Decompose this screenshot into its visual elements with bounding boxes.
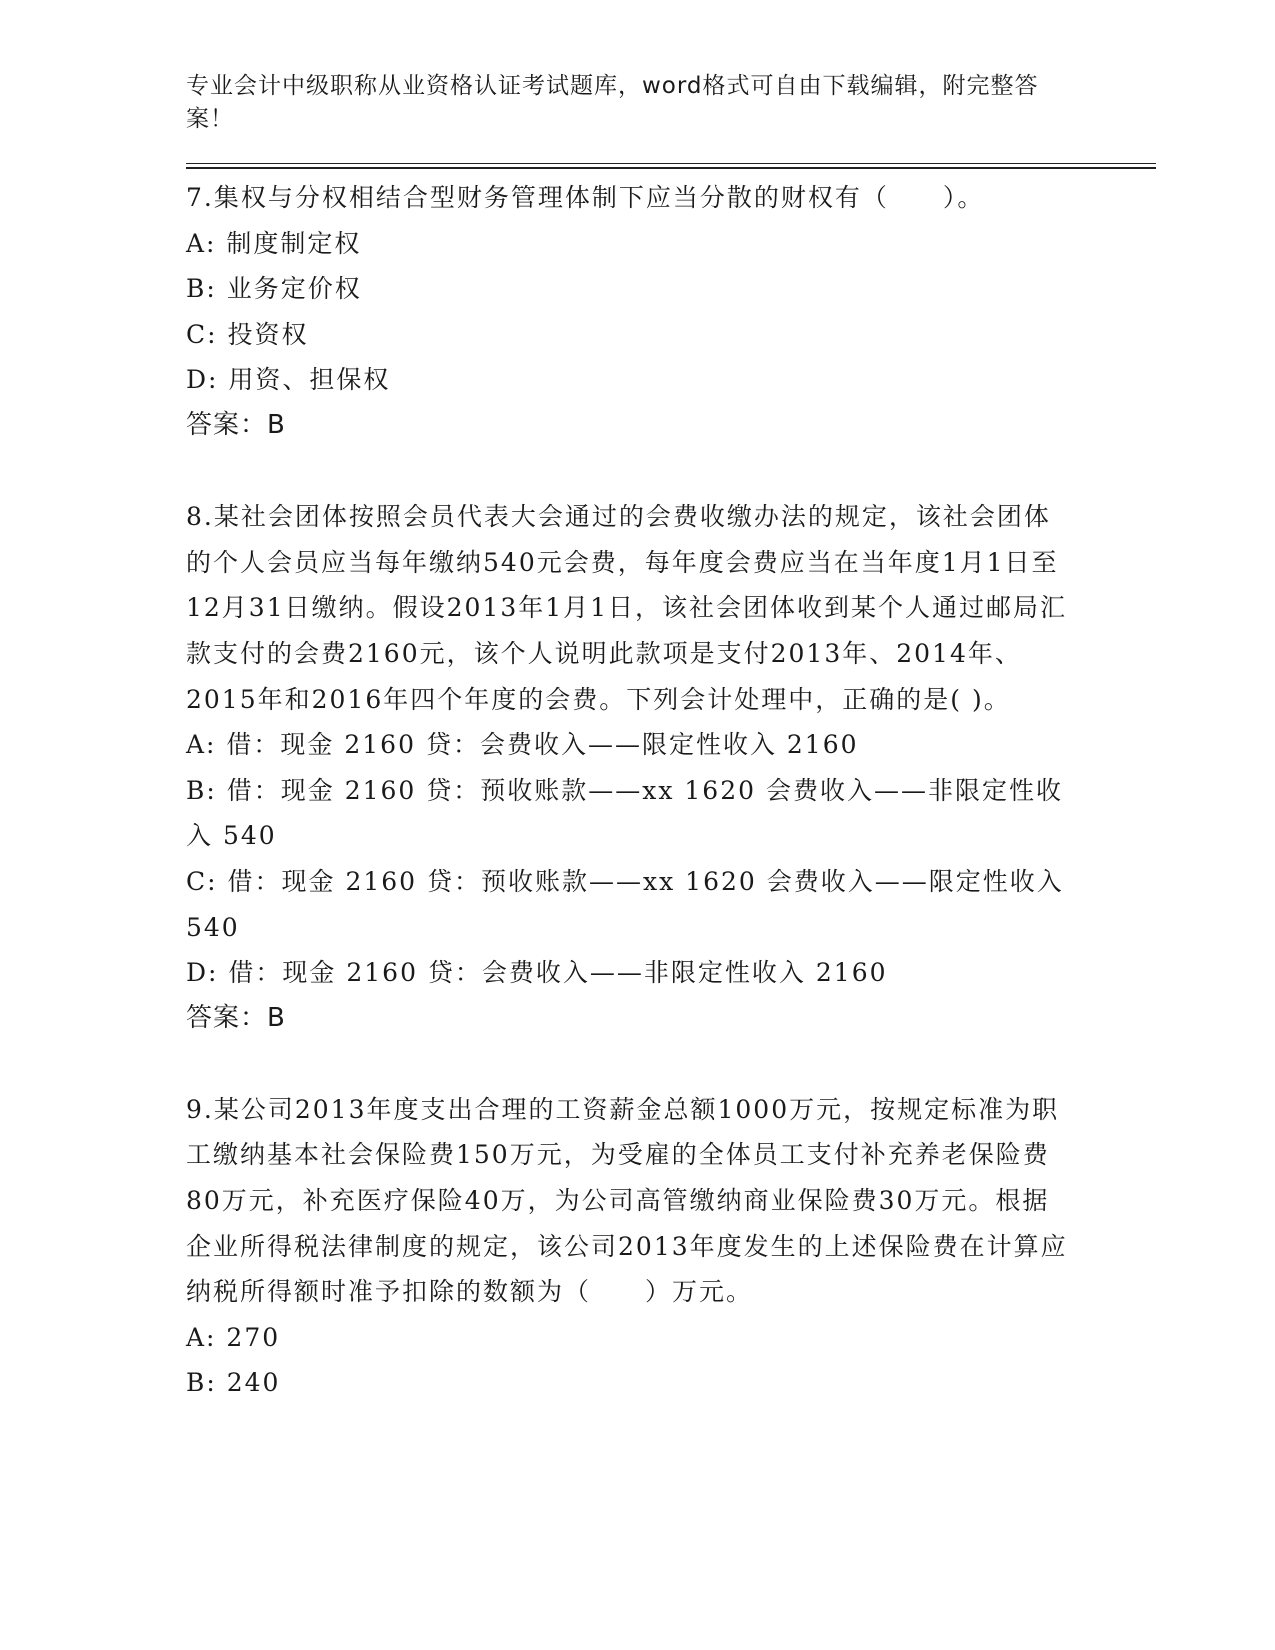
option-a: A: 制度制定权 (186, 228, 362, 258)
question-8 (186, 494, 1156, 1041)
answer-line: 答案：B (186, 1002, 286, 1033)
question-9 (186, 1087, 1156, 1406)
document-page (186, 70, 1156, 1406)
option-c: C: 借：现金 2160 贷：预收账款——xx 1620 会费收入——限定性收入 540 (186, 866, 1064, 942)
option-b: B: 借：现金 2160 贷：预收账款——xx 1620 会费收入——非限定性收入 540 (186, 775, 1063, 851)
question-7 (186, 175, 1156, 449)
question-list (186, 175, 1156, 1406)
option-a: A: 270 (186, 1322, 281, 1352)
option-d: D: 借：现金 2160 贷：会费收入——非限定性收入 2160 (186, 958, 888, 988)
answer-line: 答案：B (186, 409, 286, 440)
option-b: B: 240 (186, 1368, 281, 1398)
question-spacer (186, 1041, 1156, 1087)
option-d: D: 用资、担保权 (186, 365, 391, 395)
option-b: B: 业务定价权 (186, 274, 362, 304)
option-c: C: 投资权 (186, 319, 309, 349)
question-stem: 9.某公司2013年度支出合理的工资薪金总额1000万元，按规定标准为职工缴纳基本社会保险费150万元，为受雇的全体员工支付补充养老保险费80万元，补充医疗保险40万，为公司高管缴纳商业保险费30万元。根据企业所得税法律制度的规定，该公司2013年度发生的上述保险费在计算应纳税所得额时准予扣除的数额为（ ）万元。 (186, 1094, 1068, 1307)
question-stem: 7.集权与分权相结合型财务管理体制下应当分散的财权有（ ）。 (186, 183, 985, 212)
question-spacer (186, 449, 1156, 495)
question-stem: 8.某社会团体按照会员代表大会通过的会费收缴办法的规定，该社会团体的个人会员应当每年缴纳540元会费，每年度会费应当在当年度1月1日至12月31日缴纳。假设2013年1月1日，该社会团体收到某个人通过邮局汇款支付的会费2160元，该个人说明此款项是支付2013年、2014年、2015年和2016年四个年度的会费。下列会计处理中，正确的是( )。 (186, 502, 1068, 714)
option-a: A: 借：现金 2160 贷：会费收入——限定性收入 2160 (186, 730, 859, 760)
header-divider (186, 163, 1156, 169)
document-header: 专业会计中级职称从业资格认证考试题库，word格式可自由下载编辑，附完整答案！ (186, 73, 1039, 132)
